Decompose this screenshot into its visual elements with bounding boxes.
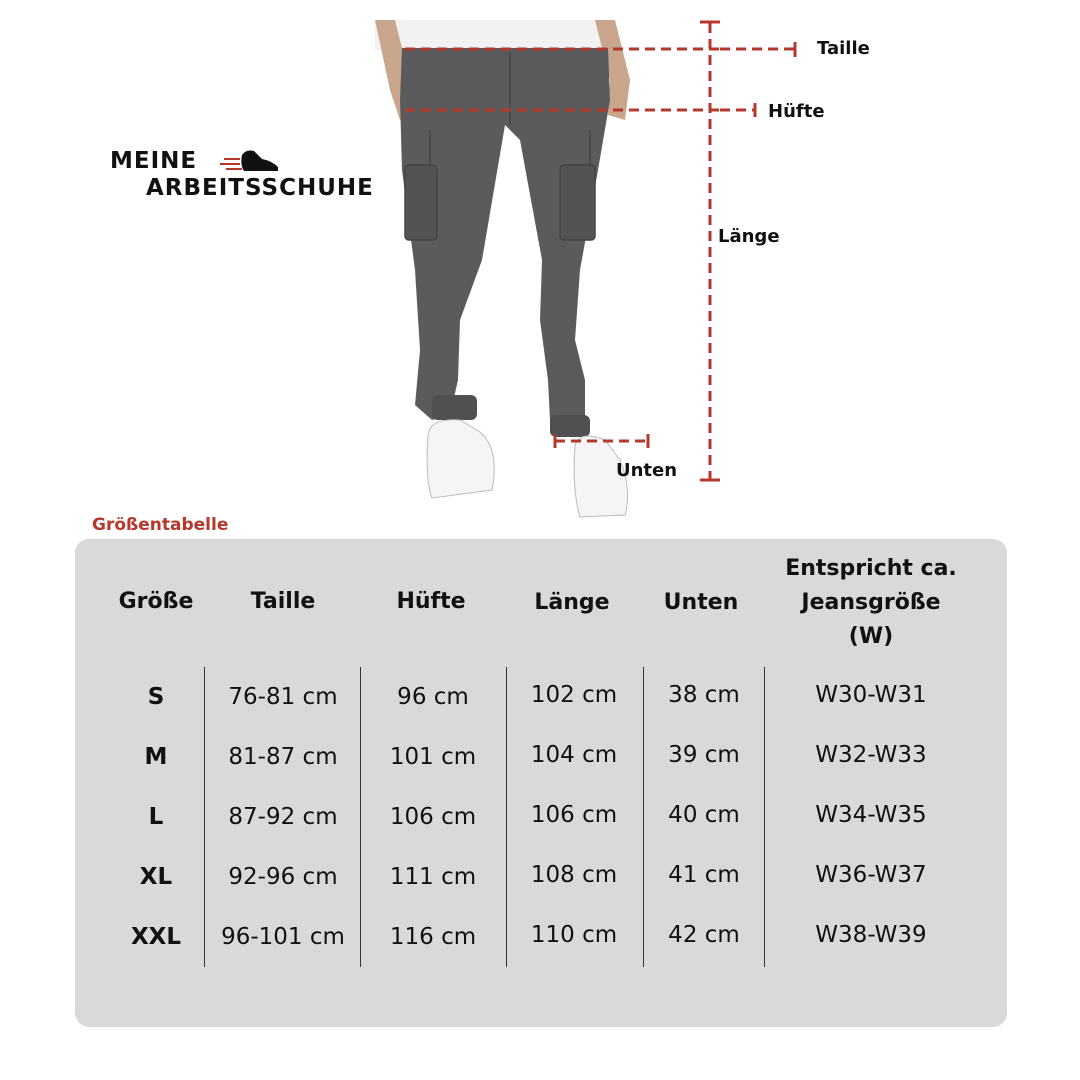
brand-logo (110, 145, 390, 205)
label-hem: Unten (616, 460, 678, 481)
running-shoe-icon (206, 145, 286, 175)
header-length: Länge (534, 590, 610, 615)
cell-hem: 41 cm (668, 862, 740, 888)
column-divider (204, 667, 205, 967)
cell-waist: 92-96 cm (228, 864, 338, 890)
cell-hem: 39 cm (668, 742, 740, 768)
cell-jeans: W38-W39 (815, 922, 927, 948)
cell-jeans: W32-W33 (815, 742, 927, 768)
size-table (75, 539, 1007, 1027)
label-hip: Hüfte (768, 101, 825, 122)
column-divider (360, 667, 361, 967)
header-hip: Hüfte (396, 589, 466, 614)
cell-waist: 96-101 cm (221, 924, 345, 950)
column-divider (764, 667, 765, 967)
cell-hip: 111 cm (389, 864, 477, 890)
cell-size: M (144, 744, 168, 770)
cell-length: 110 cm (530, 922, 618, 948)
cell-waist: 87-92 cm (228, 804, 338, 830)
cell-jeans: W30-W31 (815, 682, 927, 708)
header-jeans-line1: Entspricht ca. (785, 556, 957, 581)
size-table-title: Größentabelle (92, 515, 229, 535)
header-waist: Taille (250, 589, 316, 614)
cell-hip: 96 cm (397, 684, 469, 710)
cell-waist: 76-81 cm (228, 684, 338, 710)
cell-hem: 38 cm (668, 682, 740, 708)
column-divider (643, 667, 644, 967)
header-jeans-line2: Jeansgröße (801, 590, 941, 615)
cell-length: 106 cm (530, 802, 618, 828)
brand-line-2: ARBEITSSCHUHE (146, 175, 374, 201)
cell-hem: 40 cm (668, 802, 740, 828)
cell-size: XL (139, 864, 173, 890)
measure-guides (0, 0, 1080, 520)
cell-length: 108 cm (530, 862, 618, 888)
cell-size: S (147, 684, 165, 710)
cell-waist: 81-87 cm (228, 744, 338, 770)
cell-hip: 106 cm (389, 804, 477, 830)
header-hem: Unten (663, 590, 739, 615)
header-size: Größe (118, 589, 194, 614)
cell-length: 102 cm (530, 682, 618, 708)
cell-hem: 42 cm (668, 922, 740, 948)
cell-jeans: W34-W35 (815, 802, 927, 828)
cell-hip: 116 cm (389, 924, 477, 950)
label-length: Länge (718, 226, 780, 247)
brand-line-1: MEINE (110, 148, 198, 174)
label-waist: Taille (817, 38, 870, 59)
cell-jeans: W36-W37 (815, 862, 927, 888)
cell-hip: 101 cm (389, 744, 477, 770)
cell-length: 104 cm (530, 742, 618, 768)
cell-size: L (148, 804, 164, 830)
cell-size: XXL (130, 924, 182, 950)
header-jeans-line3: (W) (848, 624, 894, 649)
column-divider (506, 667, 507, 967)
